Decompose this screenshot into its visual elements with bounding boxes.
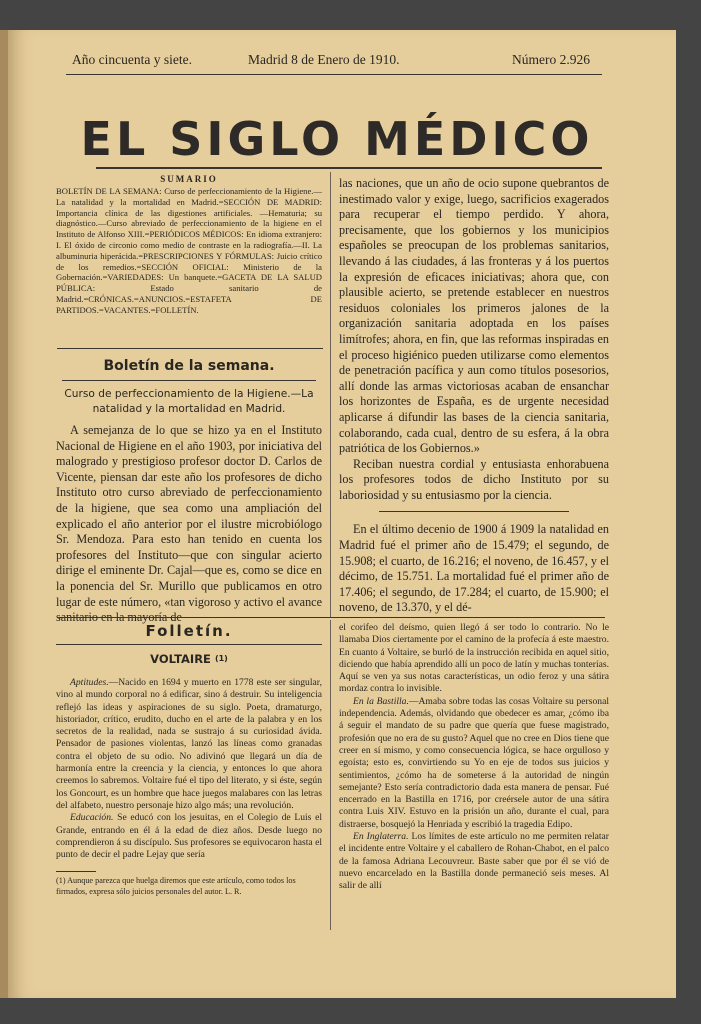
bastilla-paragraph: En la Bastilla.—Amaba sobre todas las cosas Voltaire su personal independencia. Además, olvidando que obedecer es amar, ¿cómo iba á seguir el mandato de su padre que quería que fuese magistrado, profesión que no era de su gusto? Aquel que no cree en Dios tiene que creer en sí mismo, y como consecuencia lógica, se hace orgulloso y egoísta; esto es, convirtiendo su Yo en eje de todos sus juicios y sentimientos, ¿cómo ha de someterse á la autoridad de ningún semejante? Esto sería contradictorio dada esta manera de pensar. Fué encerrado en la Bastilla en 1716, por creérsele autor de una sátira contra Luis XIV. Estuvo en la prisión un año, durante el cual, para distraerse, bosquejó la Henriada y escribió la tragedia Edipo.: [339, 695, 610, 830]
folletin-divider: [330, 620, 331, 930]
sumario-title: SUMARIO: [160, 174, 218, 184]
folletin-right: [339, 622, 609, 893]
right-paragraph-2: Reciban nuestra cordial y entusiasta enhorabuena los profesores todos de dicho Instituto por su laboriosidad y su entusiasmo por la ciencia.: [339, 456, 609, 502]
footnote-rule: [56, 871, 96, 872]
year-label: Año cincuenta y siete.: [72, 52, 192, 67]
folletin-top-rule: [57, 617, 605, 618]
boletin-section: [56, 356, 322, 626]
educacion-paragraph: Educación. Se educó con los jesuitas, en el Colegio de Luis el Grande, entrando en él á la edad de diez años. Desde luego no comprendieron á su discípulo. Sus profesores se equivocaron hasta el punto de decir el padre Lejay que sería: [56, 812, 322, 861]
boletin-subheading: Curso de perfeccionamiento de la Higiene.—La natalidad y la mortalidad en Madrid.: [64, 388, 314, 415]
right-rule: [379, 511, 569, 512]
corifeo-paragraph: el corifeo del deísmo, quien llegó á ser todo lo contrario. No le llamaba Dios ciertamente por el camino de la profecía á este maestro. En cuanto á Voltaire, se burló de la instrucción recibida en aquel sitio, diciendo que había aprendido allí un poco de latín y muchas tonterías. Aquí se ven ya sus notas características, un odio feroz y una sátira mordaz contra lo invisible.: [339, 622, 609, 695]
boletin-heading: Boletín de la semana.: [103, 358, 275, 374]
aptitudes-paragraph: Aptitudes.—Nacido en 1694 y muerto en 1778 este ser singular, vino al mundo corporal no á edificar, sino á destruir. Su inteligencia reflejó las ideas y aspiraciones de su siglo. Poeta, dramaturgo, historiador, crítico, erudito, ducho en el arte de la palabra y en los secretos de la realidad, nada se sustrajo á su curiosidad ávida. Pensador de pasiones violentas, lanzó las líneas como granadas contra el objeto de su odio. No adivinó que llegará un día de harmonía entre la creencia y la ciencia, y entonces lo que ahora creemos lo sabremos. Voltaire fué el tipo del literato, y si éste, según los Goncourt, es un hombre que hace juegos malabares con las letras del alfabeto, nuestro personaje hizo algo más; una revolución.: [56, 677, 322, 811]
folletin-left: [56, 620, 322, 897]
right-column: [339, 176, 609, 616]
footnote-marker: (1): [214, 654, 228, 663]
sumario-section: [56, 174, 322, 316]
inglaterra-paragraph: En Inglaterra. Los límites de este artículo no me permiten relatar el incidente entre Voltaire y el caballero de Rohan-Chabot, en el palco de la famosa Adriana Lecouvreur. Baste saber que por él se vió de nuevo encarcelado en la Bastilla donde permaneció seis meses. Al salir de allí: [339, 831, 609, 892]
header-line: [72, 52, 592, 74]
sumario-text: BOLETÍN DE LA SEMANA: Curso de perfeccionamiento de la Higiene.—La natalidad y la mortalidad en Madrid.=SECCIÓN DE MADRID: Importancia clínica de las digestiones artificiales. —Hematuria; su diagnóstico.—Curso abreviado de perfeccionamiento de la higiene en el Instituto de Alfonso XIII.=PERIÓDICOS MÉDICOS: En idioma extranjero: I. El óxido de circonio como medio de contraste en la radiografía.—II. La albuminuria hiperácida.=PRESCRIPCIONES Y FÓRMULAS: Juicio crítico de los remedios.=SECCIÓN OFICIAL: Ministerio de la Gobernación.=VARIEDADES: Un banquete.=GACETA DE LA SALUD PÚBLICA: Estado sanitario de Madrid.=CRÓNICAS.=ANUNCIOS.=ESTAFETA DE PARTIDOS.=VACANTES.=FOLLETÍN.: [56, 186, 322, 315]
issue-number: Número 2.926: [512, 52, 590, 67]
masthead-title: EL SIGLO MÉDICO: [80, 112, 594, 166]
date-label: Madrid 8 de Enero de 1910.: [248, 52, 400, 67]
masthead-rule: [96, 167, 602, 169]
article-title: [56, 651, 322, 667]
header-rule: [66, 74, 602, 75]
column-divider: [330, 172, 331, 617]
right-paragraph-3: En el último decenio de 1900 á 1909 la natalidad en Madrid fué el primer año de 15.479; el segundo, de 15.908; el cuarto, de 16.216; el noveno, de 16.457, y el décimo, de 15.751. La mortalidad fué el primer año de 17.406; el segundo, de 17.284; el cuarto, de 15.900; el noveno, de 13.370, y el dé-: [339, 522, 609, 615]
boletin-paragraph: A semejanza de lo que se hizo ya en el Instituto Nacional de Higiene en el año 1903, por iniciativa del malogrado y prestigioso profesor doctor D. Carlos de Vicente, piensan dar este año los profesores de dicho Instituto otro curso abreviado de perfeccionamiento de la higiene, que sea como una ampliación del explicado el año anterior por el ilustre microbiólogo Sr. Mendoza. Para esto han tenido en cuenta los profesores del Instituto—que con singular acierto dirige el eminente Dr. Cajal—que es, como se dice en la ponencia del Sr. Murillo que publicamos en otro lugar de este número, «tan vigoroso y activo el avance sanitario en la mayoría de: [56, 423, 322, 625]
sumario-rule: [57, 348, 323, 349]
footnote: (1) Aunque parezca que huelga diremos que este artículo, como todos los firmados, expresa sólo juicios personales del autor. L. R.: [56, 876, 296, 896]
right-paragraph-1: las naciones, que un año de ocio supone quebrantos de inestimado valor y exige, luego, sacrificios exagerados para recuperar el tiempo perdido. Y ahora, precisamente, que los gobiernos y los municipios españoles se preocupan de los problemas sanitarios, llevando á las ciudades, á las fronteras y á los puertos la expresión de eficaces iniciativas; ahora que, con plausible acierto, se pretende establecer en nuestros residuos coloniales los primeros jalones de la organización sanitaria adoptada en los países limítrofes; ahora, en fin, que las reformas inspiradas en el proceso higiénico pueden utilizarse como elementos de penetración pacífica y aun como títulos posesorios, allí donde las armas victoriosas acaban de ensanchar los horizontes de España, es de urgente necesidad aplicarse á difundir las bases de la ciencia sanitaria, colaborando, cada cual, dentro de su esfera, á la obra patriótica de los Gobiernos.»: [339, 176, 609, 456]
folletin-heading: Folletín.: [145, 622, 233, 640]
article-title-text: VOLTAIRE: [150, 652, 211, 666]
